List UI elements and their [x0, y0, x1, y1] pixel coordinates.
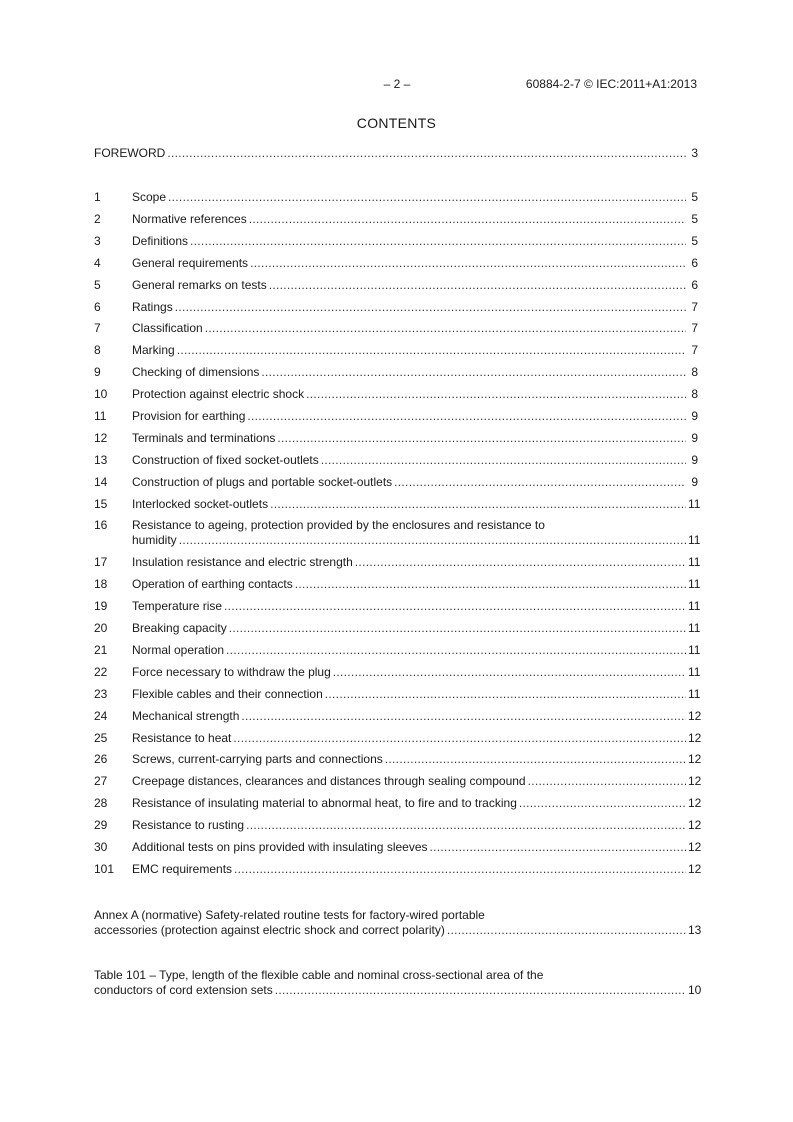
toc-entry-label: General remarks on tests	[132, 278, 267, 292]
toc-entry-label-continued: accessories (protection against electric shock and correct polarity)	[94, 923, 445, 937]
toc-entry-number: 10	[94, 387, 108, 401]
toc-entry-page: 10	[688, 983, 702, 997]
toc-entry-label: Checking of dimensions	[132, 365, 260, 379]
toc-entry-label-continued: humidity	[132, 533, 177, 547]
dot-leader	[333, 665, 686, 680]
toc-entry-label: Insulation resistance and electric strength	[132, 555, 353, 569]
toc-entry-clause-19[interactable]	[94, 599, 701, 614]
toc-entry-label: Terminals and terminations	[132, 431, 276, 445]
toc-entry-clause-13[interactable]	[94, 453, 698, 468]
dot-leader	[246, 818, 686, 833]
toc-entry-label: Table 101 – Type, length of the flexible cable and nominal cross-sectional area of the	[94, 968, 544, 982]
toc-entry-label: Construction of plugs and portable socket-outlets	[132, 475, 393, 489]
toc-entry-label: Resistance to ageing, protection provided by the enclosures and resistance to	[132, 518, 545, 532]
toc-entry-page: 8	[691, 387, 698, 401]
toc-entry-label: FOREWORD	[94, 146, 166, 160]
toc-entry-foreword[interactable]	[94, 146, 698, 161]
toc-entry-label: Breaking capacity	[132, 621, 227, 635]
dot-leader	[250, 256, 686, 271]
toc-entry-clause-26[interactable]	[94, 752, 702, 767]
toc-entry-clause-2[interactable]	[94, 212, 698, 227]
toc-entry-clause-101[interactable]	[94, 862, 702, 877]
dot-leader	[275, 983, 686, 998]
toc-entry-clause-24[interactable]	[94, 709, 702, 724]
toc-entry-clause-6[interactable]	[94, 300, 698, 315]
toc-entry-number: 23	[94, 687, 108, 701]
toc-entry-label: Resistance to rusting	[132, 818, 245, 832]
dot-leader	[528, 774, 686, 789]
toc-entry-label: Scope	[132, 190, 167, 204]
dot-leader	[175, 300, 686, 315]
toc-entry-number: 27	[94, 774, 108, 788]
dot-leader	[167, 146, 686, 161]
toc-entry-clause-12[interactable]	[94, 431, 698, 446]
toc-entry-page: 9	[691, 453, 698, 467]
toc-entry-page: 3	[691, 146, 698, 160]
toc-entry-clause-30[interactable]	[94, 840, 702, 855]
toc-entry-label: EMC requirements	[132, 862, 233, 876]
toc-entry-number: 6	[94, 300, 101, 314]
toc-entry-label: Normative references	[132, 212, 247, 226]
dot-leader	[179, 533, 686, 548]
toc-entry-clause-23[interactable]	[94, 687, 701, 702]
dot-leader	[325, 687, 686, 702]
toc-entry-label: Protection against electric shock	[132, 387, 305, 401]
toc-entry-page: 11	[688, 621, 701, 635]
toc-entry-page: 12	[688, 796, 702, 810]
toc-entry-page: 12	[688, 752, 702, 766]
toc-entry-clause-28[interactable]	[94, 796, 702, 811]
toc-entry-page: 9	[691, 409, 698, 423]
toc-entry-label: Resistance of insulating material to abnormal heat, to fire and to tracking	[132, 796, 517, 810]
toc-entry-page: 11	[688, 643, 701, 657]
toc-entry-number: 5	[94, 278, 101, 292]
toc-entry-number: 15	[94, 497, 108, 511]
toc-entry-clause-14[interactable]	[94, 475, 698, 490]
toc-entry-label: Marking	[132, 343, 175, 357]
toc-entry-number: 30	[94, 840, 108, 854]
dot-leader	[270, 497, 686, 512]
toc-entry-clause-1[interactable]	[94, 190, 698, 205]
dot-leader	[190, 234, 686, 249]
toc-entry-label: Additional tests on pins provided with insulating sleeves	[132, 840, 428, 854]
toc-entry-page: 11	[688, 497, 701, 511]
toc-entry-page: 12	[688, 818, 702, 832]
toc-entry-label: Force necessary to withdraw the plug	[132, 665, 331, 679]
toc-entry-page: 8	[691, 365, 698, 379]
toc-entry-clause-16[interactable]	[94, 518, 701, 548]
toc-entry-clause-18[interactable]	[94, 577, 701, 592]
dot-leader	[269, 278, 686, 293]
dot-leader	[249, 212, 686, 227]
toc-entry-number: 4	[94, 256, 101, 270]
toc-entry-page: 13	[688, 923, 702, 937]
dot-leader	[233, 731, 686, 746]
toc-entry-label: Definitions	[132, 234, 189, 248]
dot-leader	[241, 709, 686, 724]
dot-leader	[519, 796, 686, 811]
toc-entry-annex-a[interactable]	[94, 908, 702, 938]
toc-entry-label: Provision for earthing	[132, 409, 246, 423]
dot-leader	[261, 365, 686, 380]
toc-entry-number: 21	[94, 643, 108, 657]
toc-entry-clause-5[interactable]	[94, 278, 698, 293]
toc-entry-clause-29[interactable]	[94, 818, 702, 833]
toc-entry-number: 12	[94, 431, 108, 445]
toc-entry-clause-15[interactable]	[94, 497, 701, 512]
toc-entry-page: 5	[691, 234, 698, 248]
dot-leader	[385, 752, 686, 767]
dot-leader	[205, 321, 686, 336]
toc-entry-label: Mechanical strength	[132, 709, 240, 723]
toc-entry-page: 11	[688, 665, 701, 679]
toc-entry-label: Flexible cables and their connection	[132, 687, 323, 701]
toc-entry-number: 14	[94, 475, 108, 489]
toc-entry-number: 18	[94, 577, 108, 591]
toc-entry-number: 16	[94, 518, 108, 532]
dot-leader	[277, 431, 686, 446]
toc-entry-clause-9[interactable]	[94, 365, 698, 380]
toc-entry-page: 11	[688, 577, 701, 591]
toc-entry-page: 11	[688, 687, 701, 701]
toc-entry-page: 5	[691, 212, 698, 226]
page-number: – 2 –	[383, 77, 411, 91]
toc-entry-page: 7	[691, 343, 698, 357]
toc-entry-clause-3[interactable]	[94, 234, 698, 249]
dot-leader	[168, 190, 686, 205]
toc-entry-label: Screws, current-carrying parts and connections	[132, 752, 383, 766]
toc-entry-label: Creepage distances, clearances and distances through sealing compound	[132, 774, 526, 788]
toc-entry-number: 20	[94, 621, 108, 635]
page-title: CONTENTS	[356, 115, 437, 131]
dot-leader	[229, 621, 686, 636]
dot-leader	[234, 862, 686, 877]
document-reference: 60884-2-7 © IEC:2011+A1:2013	[525, 77, 697, 91]
toc-entry-number: 17	[94, 555, 108, 569]
toc-entry-clause-7[interactable]	[94, 321, 698, 336]
toc-entry-number: 26	[94, 752, 108, 766]
toc-entry-clause-20[interactable]	[94, 621, 701, 636]
toc-entry-number: 28	[94, 796, 108, 810]
toc-entry-page: 6	[691, 278, 698, 292]
toc-entry-number: 29	[94, 818, 108, 832]
toc-entry-clause-27[interactable]	[94, 774, 702, 789]
toc-entry-number: 3	[94, 234, 101, 248]
toc-entry-number: 7	[94, 321, 101, 335]
toc-entry-page: 7	[691, 300, 698, 314]
dot-leader	[177, 343, 686, 358]
toc-entry-number: 24	[94, 709, 108, 723]
dot-leader	[394, 475, 686, 490]
dot-leader	[321, 453, 686, 468]
toc-entry-label: Construction of fixed socket-outlets	[132, 453, 319, 467]
toc-entry-clause-22[interactable]	[94, 665, 701, 680]
dot-leader	[295, 577, 686, 592]
toc-entry-label: Operation of earthing contacts	[132, 577, 293, 591]
toc-entry-page: 11	[688, 599, 701, 613]
toc-entry-page: 5	[691, 190, 698, 204]
toc-entry-label: Normal operation	[132, 643, 225, 657]
toc-entry-label: Interlocked socket-outlets	[132, 497, 269, 511]
dot-leader	[247, 409, 686, 424]
toc-entry-clause-25[interactable]	[94, 731, 702, 746]
table-of-contents	[94, 0, 702, 1000]
dot-leader	[226, 643, 686, 658]
toc-entry-label-continued: conductors of cord extension sets	[94, 983, 273, 997]
toc-entry-page: 12	[688, 731, 702, 745]
toc-entry-number: 25	[94, 731, 108, 745]
toc-entry-clause-21[interactable]	[94, 643, 701, 658]
toc-entry-page: 9	[691, 475, 698, 489]
toc-entry-number: 8	[94, 343, 101, 357]
toc-entry-label: Annex A (normative) Safety-related routine tests for factory-wired portable	[94, 908, 485, 922]
dot-leader	[355, 555, 686, 570]
toc-entry-number: 11	[94, 409, 107, 423]
toc-entry-page: 12	[688, 709, 702, 723]
toc-entry-number: 19	[94, 599, 108, 613]
toc-entry-page: 11	[688, 555, 701, 569]
toc-entry-label: Ratings	[132, 300, 173, 314]
toc-entry-number: 9	[94, 365, 101, 379]
dot-leader	[224, 599, 686, 614]
dot-leader	[447, 923, 686, 938]
toc-entry-label: Temperature rise	[132, 599, 223, 613]
toc-entry-page: 12	[688, 862, 702, 876]
toc-entry-number: 22	[94, 665, 108, 679]
toc-entry-clause-11[interactable]	[94, 409, 698, 424]
toc-entry-label: Classification	[132, 321, 203, 335]
toc-entry-page: 7	[691, 321, 698, 335]
toc-entry-label: Resistance to heat	[132, 731, 232, 745]
toc-entry-page: 6	[691, 256, 698, 270]
toc-entry-label: General requirements	[132, 256, 249, 270]
toc-entry-clause-8[interactable]	[94, 343, 698, 358]
toc-entry-table-101[interactable]	[94, 968, 702, 998]
dot-leader	[430, 840, 686, 855]
toc-entry-clause-17[interactable]	[94, 555, 701, 570]
toc-entry-page: 11	[688, 533, 701, 547]
toc-entry-number: 2	[94, 212, 101, 226]
toc-entry-number: 13	[94, 453, 108, 467]
dot-leader	[306, 387, 686, 402]
toc-entry-clause-4[interactable]	[94, 256, 698, 271]
toc-entry-page: 12	[688, 840, 702, 854]
toc-entry-page: 9	[691, 431, 698, 445]
toc-entry-number: 1	[94, 190, 101, 204]
toc-entry-number: 101	[94, 862, 115, 876]
toc-entry-page: 12	[688, 774, 702, 788]
toc-entry-clause-10[interactable]	[94, 387, 698, 402]
